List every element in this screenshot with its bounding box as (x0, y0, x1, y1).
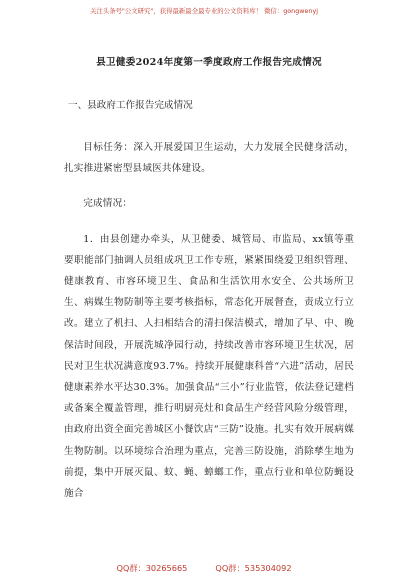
goal-paragraph: 目标任务：深入开展爱国卫生运动，大力发展全民健身活动，扎实推进紧密型县域医共体建设。 (64, 142, 354, 175)
status-label: 完成情况： (83, 198, 133, 210)
footer-contacts (0, 563, 408, 574)
header-banner: 关注头条号"公文研究"，获得最新最全最专业的公文资料库！ 微信：gongwenyj (89, 7, 319, 15)
footer-qq-group-1: QQ群：30265665 (116, 563, 188, 573)
section-heading: 一、县政府工作报告完成情况 (68, 100, 193, 111)
document-page (64, 54, 354, 518)
document-title: 县卫健委2024年度第一季度政府工作报告完成情况 (96, 57, 322, 68)
body-paragraph: 1．由县创建办牵头，从卫健委、城管局、市监局、xx镇等重要职能部门抽调人员组成巩卫工作专班，紧紧围绕爱卫组织管理、健康教育、市容环境卫生、食品和生活饮用水安全、公共场所卫生、病媒生物防制等主要考核指标，常态化开展督查，责成立行立改。建立了机扫、人扫相结合的清扫保洁模式，增加了早、中、晚保洁时间段，开展洗城净园行动，持续改善市容环境卫生状况，居民对卫生状况满意度93.7%。持续开展健康科普“六进”活动，居民健康素养水平达30.3%。加强食品“三小”行业监管，依法登记建档或备案全覆盖管理，推行明厨亮灶和食品生产经营风险分级管理，由政府出资全面完善城区小餐饮店“三防”设施。扎实有效开展病媒生物防制。以环境综合治理为重点，完善三防设施，消除孳生地为前提，集中开展灭鼠、蚊、蝇、蟑螂工作，重点行业和单位防蝇设施合 (64, 233, 354, 500)
footer-qq-group-2: QQ群：535304092 (215, 563, 292, 573)
